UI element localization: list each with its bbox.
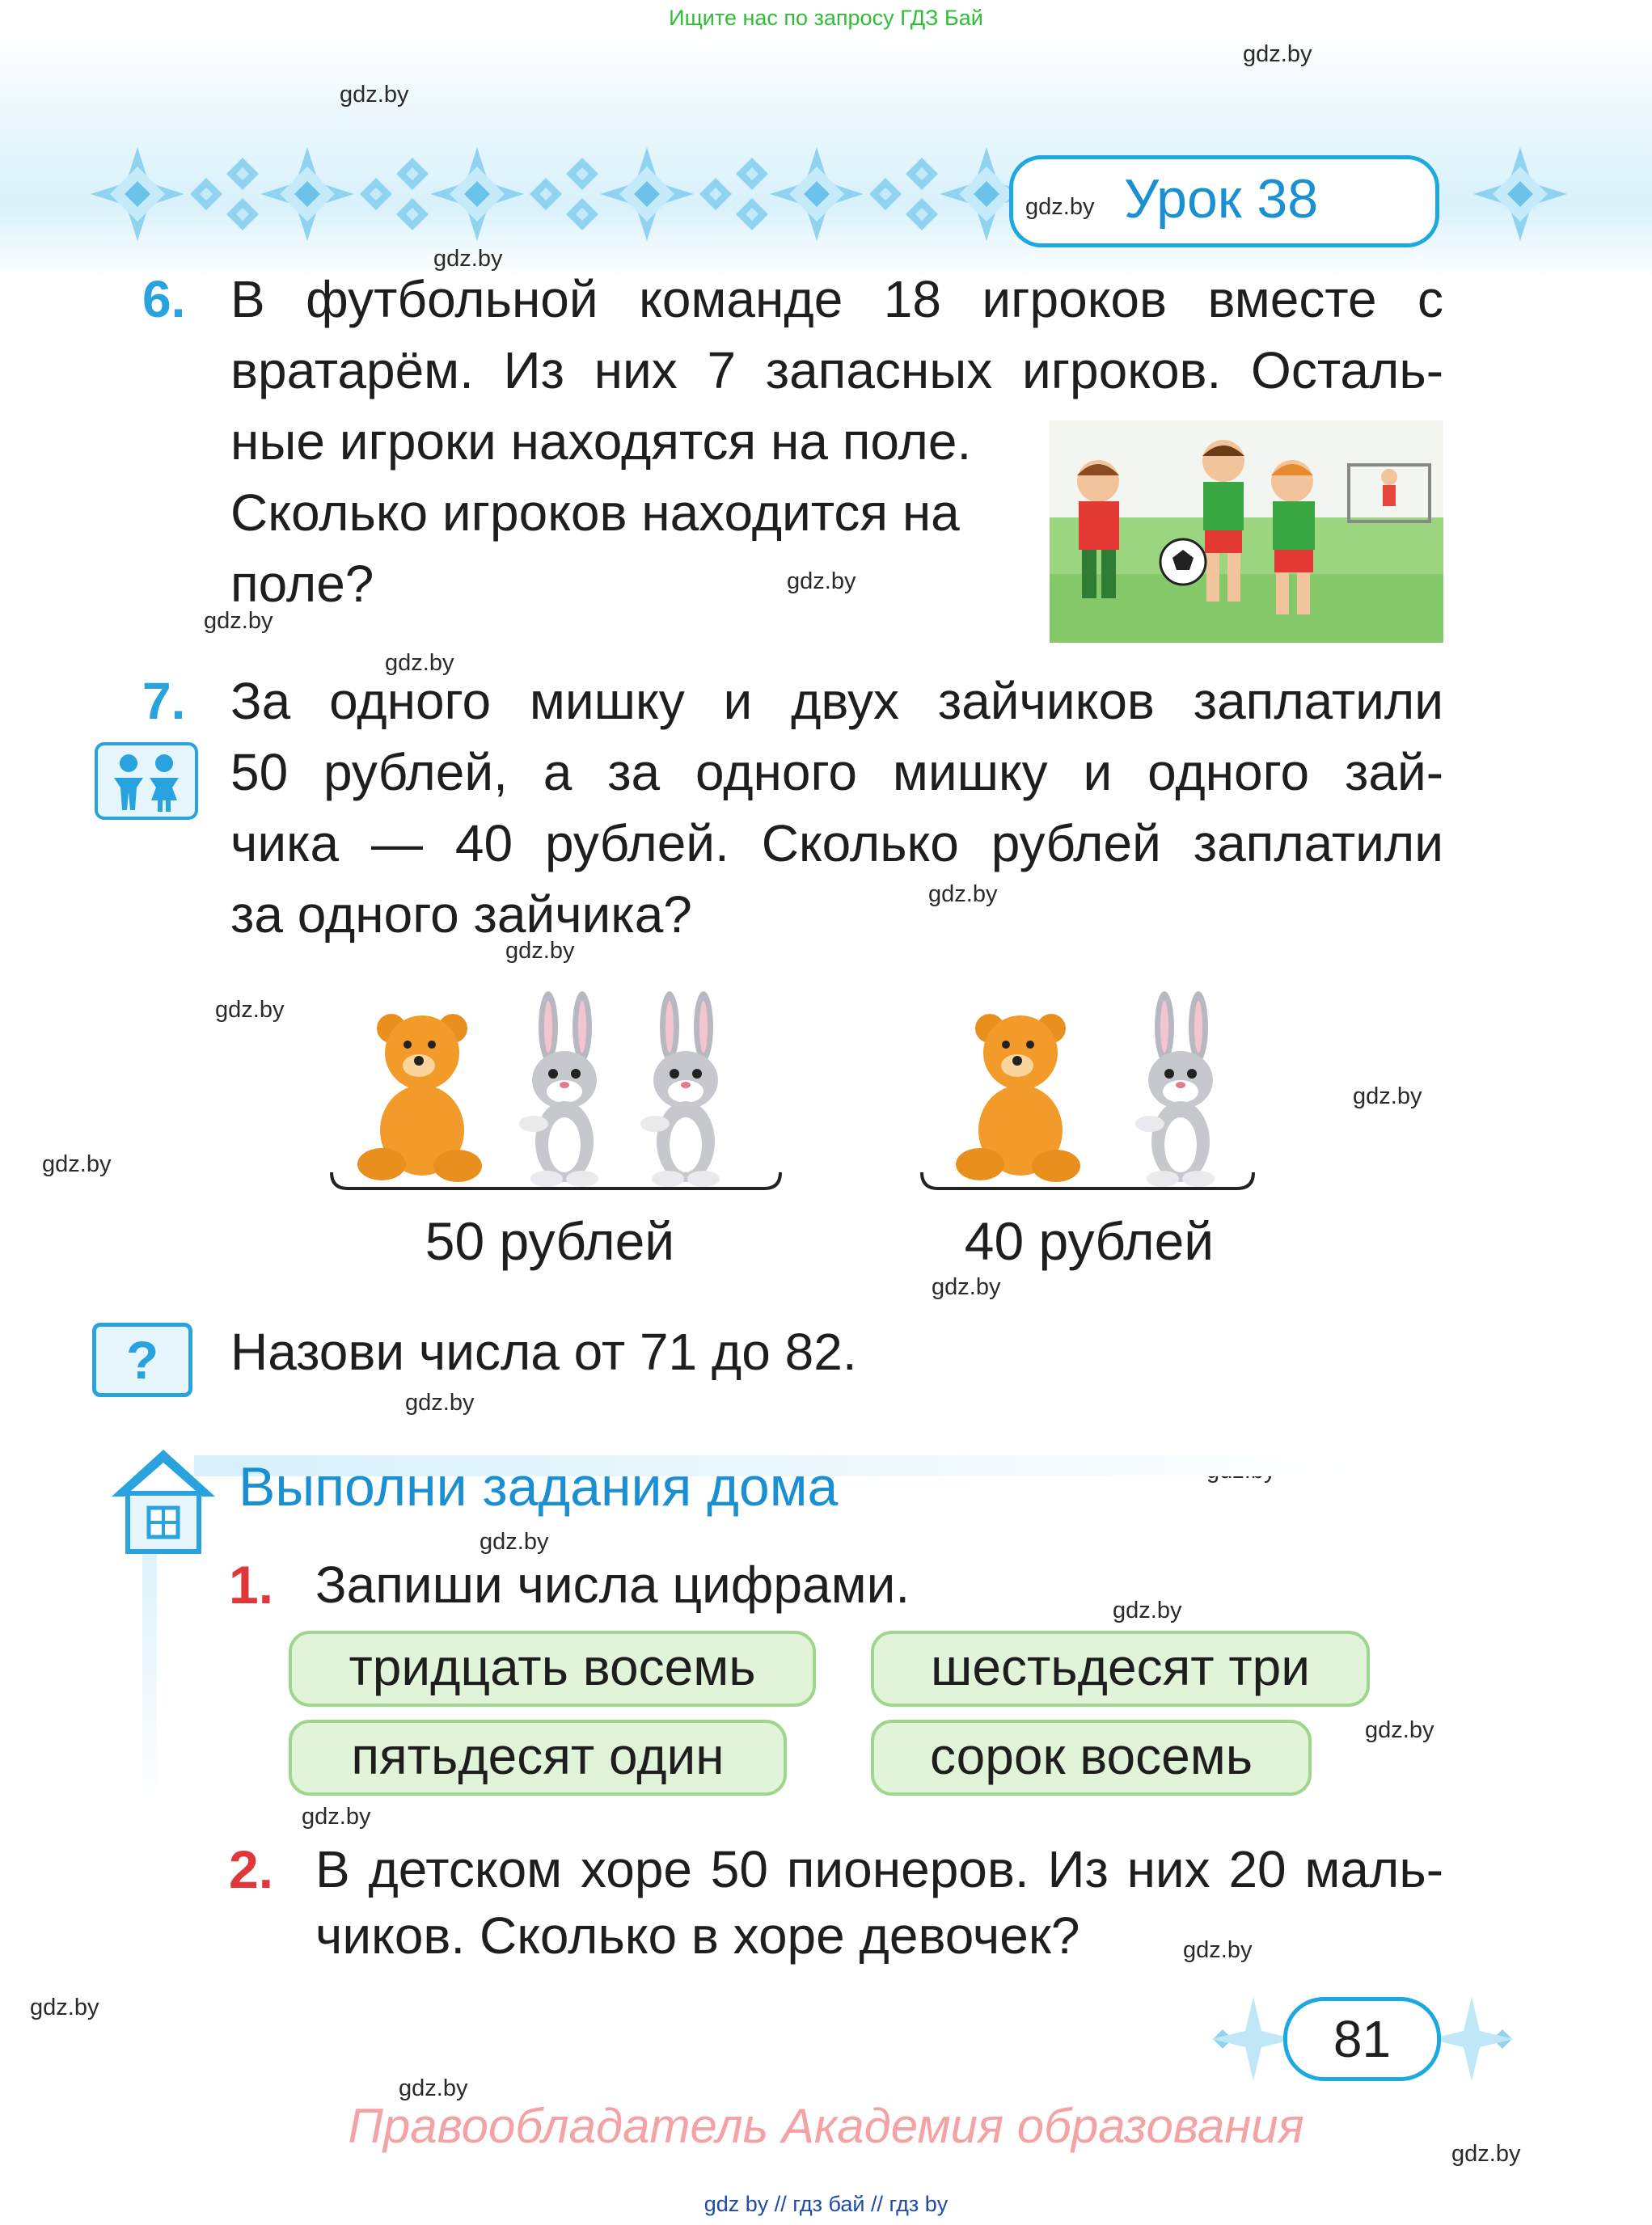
price-left: 50 рублей (425, 1211, 675, 1271)
watermark: gdz.by (1243, 41, 1312, 67)
task-7-line: За одного мишку и двух зайчиков заплатили (230, 672, 1443, 730)
home-task-2-number: 2. (229, 1839, 274, 1899)
watermark: gdz.by (215, 997, 285, 1023)
price-right: 40 рублей (964, 1211, 1215, 1271)
house-icon (107, 1443, 220, 1556)
watermark: gdz.by (1451, 2141, 1521, 2167)
task-6-line: ные игроки находятся на поле. (230, 412, 972, 471)
watermark: gdz.by (1183, 1937, 1253, 1963)
task-6-line: Сколько игроков находится на (230, 483, 960, 542)
watermark: gdz.by (204, 608, 273, 634)
watermark: gdz.by (405, 1390, 475, 1416)
football-players-illustration (1050, 420, 1443, 643)
number-word-chip: шестьдесят три (871, 1631, 1370, 1707)
toys-illustration (323, 970, 1261, 1205)
watermark: gdz.by (928, 881, 998, 907)
watermark: gdz.by (30, 1995, 99, 2020)
watermark: gdz.by (385, 650, 454, 676)
task-6-number: 6. (142, 270, 186, 328)
task-7-line: чика — 40 рублей. Сколько рублей заплатили (230, 814, 1443, 872)
lesson-title: Урок 38 (1124, 168, 1319, 230)
home-task-1-text: Запиши числа цифрами. (315, 1556, 911, 1614)
watermark: gdz.by (302, 1804, 371, 1830)
copyright-text: Правообладатель Академия образования (348, 2099, 1304, 2153)
watermark: gdz.by (932, 1274, 1001, 1300)
number-word-chip: тридцать восемь (289, 1631, 816, 1707)
task-7-number: 7. (142, 672, 186, 730)
task-7-line: за одного зайчика? (230, 885, 692, 944)
page-number: 81 (1283, 1997, 1441, 2081)
watermark: gdz.by (1113, 1598, 1182, 1623)
home-section-title: Выполни задания дома (239, 1456, 839, 1518)
top-search-banner: Ищите нас по запросу ГДЗ Бай (669, 6, 983, 30)
task-6-line: вратарём. Из них 7 запасных игроков. Осталь- (230, 341, 1443, 399)
footer-links[interactable]: gdz by // гдз бай // гдз by (703, 2192, 949, 2216)
watermark: gdz.by (340, 82, 409, 108)
lesson-watermark: gdz.by (1025, 194, 1095, 220)
watermark: gdz.by (433, 246, 503, 272)
question-icon: ? (92, 1323, 192, 1397)
watermark: gdz.by (1353, 1083, 1422, 1109)
home-task-2-line: В детском хоре 50 пионеров. Из них 20 маль- (315, 1840, 1443, 1898)
question-text: Назови числа от 71 до 82. (230, 1323, 857, 1381)
watermark: gdz.by (1365, 1717, 1434, 1743)
task-7-line: 50 рублей, а за одного мишку и одного зай- (230, 743, 1443, 801)
watermark: gdz.by (42, 1151, 112, 1177)
watermark: gdz.by (505, 938, 575, 964)
watermark: gdz.by (399, 2075, 468, 2101)
home-task-2-line: чиков. Сколько в хоре девочек? (315, 1906, 1080, 1965)
pair-work-icon (95, 742, 198, 820)
number-word-chip: пятьдесят один (289, 1720, 787, 1796)
task-6-line: В футбольной команде 18 игроков вместе с (230, 270, 1443, 328)
home-task-1-number: 1. (229, 1555, 274, 1615)
number-word-chip: сорок восемь (871, 1720, 1312, 1796)
watermark: gdz.by (480, 1529, 549, 1555)
watermark: gdz.by (787, 568, 856, 594)
task-6-line: поле? (230, 555, 374, 613)
